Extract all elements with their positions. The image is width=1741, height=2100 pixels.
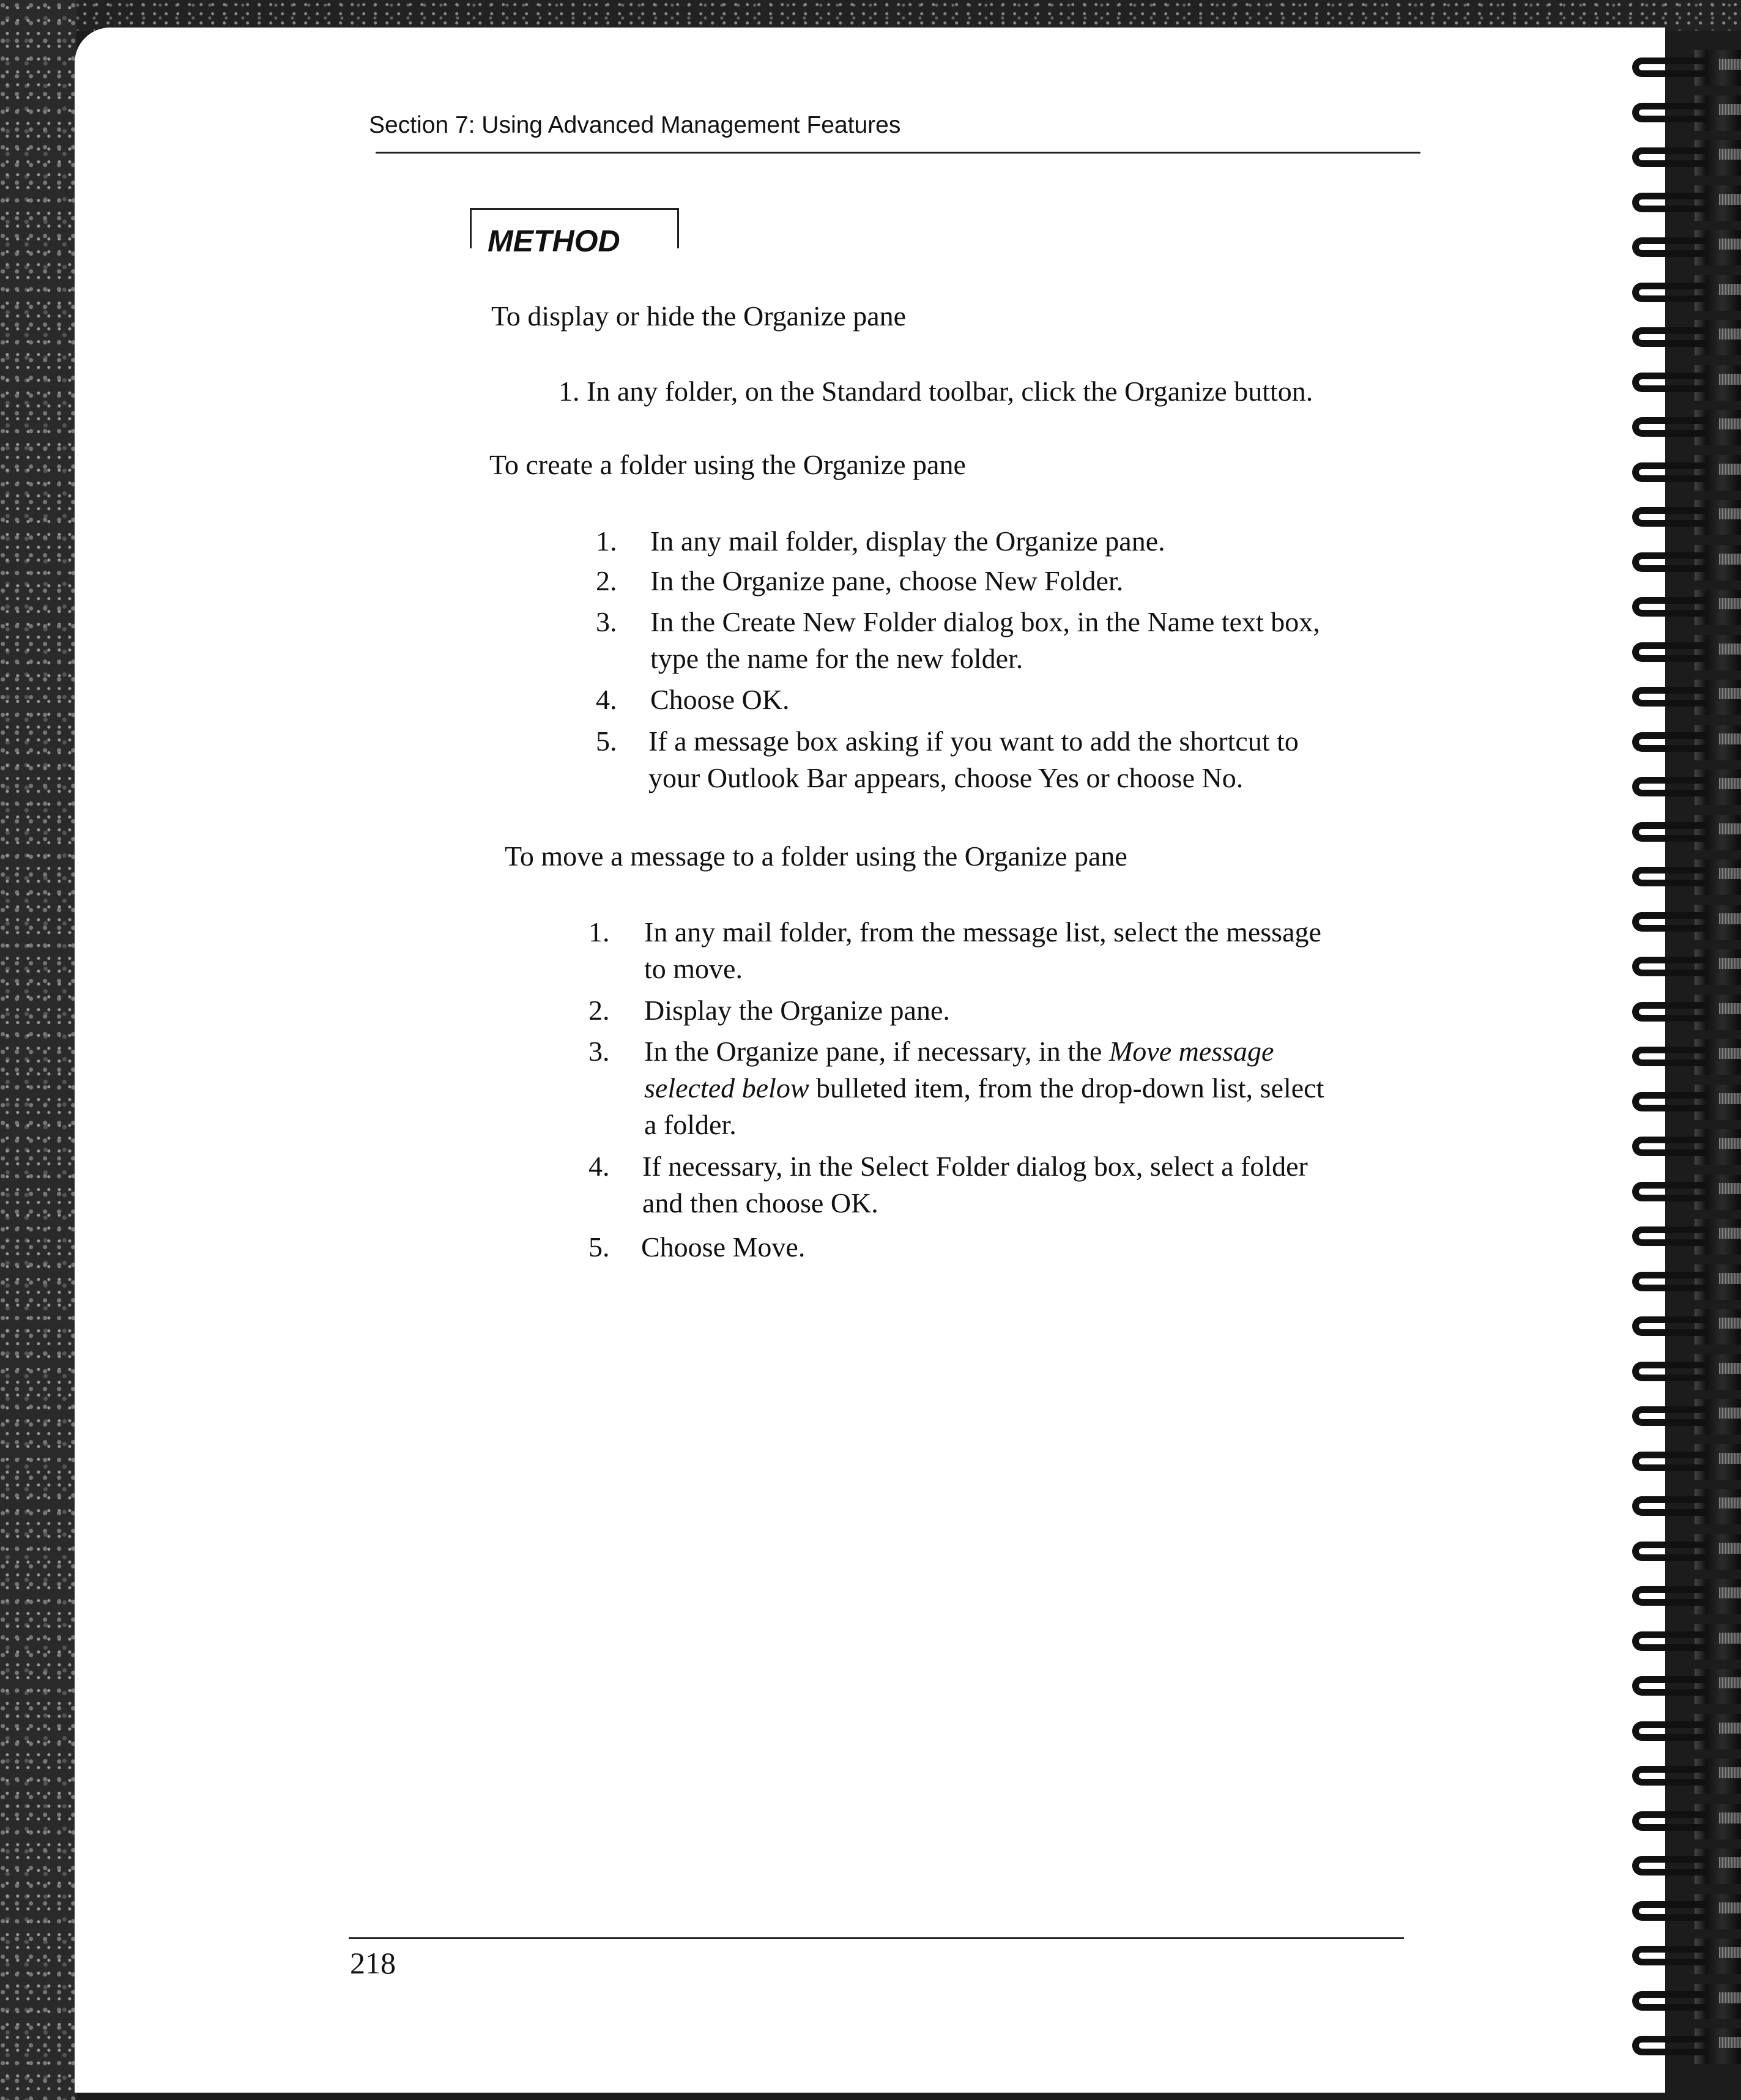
binding-ring xyxy=(1627,235,1741,263)
header-rule xyxy=(376,152,1420,154)
step-1-display-hide xyxy=(559,375,1313,407)
binding-ring xyxy=(1627,1629,1741,1657)
binding-ring xyxy=(1627,1539,1741,1567)
step-text-italic: selected below xyxy=(644,1072,809,1104)
binding-ring xyxy=(1627,640,1741,668)
binding-ring xyxy=(1627,1404,1741,1432)
binding-ring xyxy=(1627,1899,1741,1927)
binding-ring xyxy=(1627,145,1741,173)
binding-ring xyxy=(1627,1089,1741,1118)
binding-ring xyxy=(1627,1269,1741,1297)
binding-ring xyxy=(1627,1179,1741,1208)
binding-ring xyxy=(1627,1989,1741,2017)
step-number: 2. xyxy=(588,995,610,1026)
step-text: In the Create New Folder dialog box, in the Name text box, xyxy=(650,606,1320,637)
scan-border-left xyxy=(0,0,76,2100)
binding-ring xyxy=(1627,100,1741,128)
binding-ring xyxy=(1627,2033,1741,2061)
binding-ring xyxy=(1627,864,1741,892)
binding-ring xyxy=(1627,1000,1741,1028)
step-text: Choose Move. xyxy=(641,1231,806,1263)
step-number: 1. xyxy=(596,525,617,557)
binding-ring xyxy=(1627,1359,1741,1387)
binding-ring xyxy=(1627,280,1741,308)
step-text-continued: a folder. xyxy=(644,1109,737,1140)
step-number: 3. xyxy=(596,606,617,637)
binding-ring xyxy=(1627,730,1741,758)
step-text: If a message box asking if you want to add the shortcut to xyxy=(648,725,1299,757)
step-number: 4. xyxy=(596,684,617,715)
step-text: In any mail folder, from the message list, select the message xyxy=(644,916,1321,948)
step-text-italic: Move message xyxy=(1108,1036,1274,1067)
binding-ring xyxy=(1627,954,1741,982)
step-text: In any mail folder, display the Organize pane. xyxy=(650,525,1165,557)
step-text xyxy=(644,1035,1274,1067)
binding-ring xyxy=(1627,1674,1741,1702)
binding-ring xyxy=(1627,55,1741,83)
binding-ring xyxy=(1627,1943,1741,1972)
binding-ring xyxy=(1627,774,1741,803)
binding-ring xyxy=(1627,550,1741,578)
binding-ring xyxy=(1627,1044,1741,1072)
binding-ring xyxy=(1627,1449,1741,1477)
step-number: 2. xyxy=(596,565,617,596)
binding-ring xyxy=(1627,1809,1741,1837)
binding-ring xyxy=(1627,1134,1741,1162)
step-text-continued: type the name for the new folder. xyxy=(650,643,1023,674)
binding-ring xyxy=(1627,820,1741,848)
step-text: Choose OK. xyxy=(650,684,790,715)
step-number: 1. xyxy=(588,916,610,948)
section-heading-display-hide: To display or hide the Organize pane xyxy=(491,300,907,332)
binding-ring xyxy=(1627,415,1741,443)
footer-rule xyxy=(349,1937,1404,1939)
binding-ring xyxy=(1627,1719,1741,1747)
step-text: In the Organize pane, choose New Folder. xyxy=(650,565,1124,596)
binding-ring xyxy=(1627,505,1741,533)
section-heading-create-folder: To create a folder using the Organize pane xyxy=(489,449,966,480)
page-number: 218 xyxy=(350,1946,396,1980)
scan-border-top xyxy=(0,0,1741,31)
step-text: If necessary, in the Select Folder dialog box, select a folder xyxy=(642,1151,1308,1182)
step-text: In any folder, on the Standard toolbar, click the Organize button. xyxy=(587,376,1313,407)
step-number: 4. xyxy=(588,1151,610,1182)
step-number: 3. xyxy=(588,1036,610,1067)
binding-ring xyxy=(1627,1494,1741,1522)
binding-ring xyxy=(1627,460,1741,488)
binding-ring xyxy=(1627,685,1741,713)
section-heading-move-message: To move a message to a folder using the Organize pane xyxy=(505,840,1127,872)
binding-ring xyxy=(1627,1853,1741,1882)
spiral-binding xyxy=(1627,55,1741,2098)
binding-ring xyxy=(1627,910,1741,938)
step-text: Display the Organize pane. xyxy=(644,995,950,1026)
binding-ring xyxy=(1627,370,1741,398)
step-text-continued: to move. xyxy=(644,953,743,984)
binding-ring xyxy=(1627,325,1741,353)
step-text-part: bulleted item, from the drop-down list, select xyxy=(809,1072,1324,1104)
step-text-continued xyxy=(644,1072,1324,1104)
step-text-continued: your Outlook Bar appears, choose Yes or choose No. xyxy=(648,762,1244,793)
running-head: Section 7: Using Advanced Management Features xyxy=(369,112,901,138)
step-number: 5. xyxy=(588,1231,610,1263)
method-label: METHOD xyxy=(479,223,629,259)
binding-ring xyxy=(1627,1584,1741,1612)
step-number: 5. xyxy=(596,725,617,757)
binding-ring xyxy=(1627,1224,1741,1252)
step-text-continued: and then choose OK. xyxy=(642,1187,878,1219)
binding-ring xyxy=(1627,190,1741,218)
binding-ring xyxy=(1627,1764,1741,1792)
binding-ring xyxy=(1627,595,1741,623)
binding-ring xyxy=(1627,1314,1741,1342)
step-text-part: In the Organize pane, if necessary, in the xyxy=(644,1036,1109,1067)
step-number: 1. xyxy=(559,376,580,407)
